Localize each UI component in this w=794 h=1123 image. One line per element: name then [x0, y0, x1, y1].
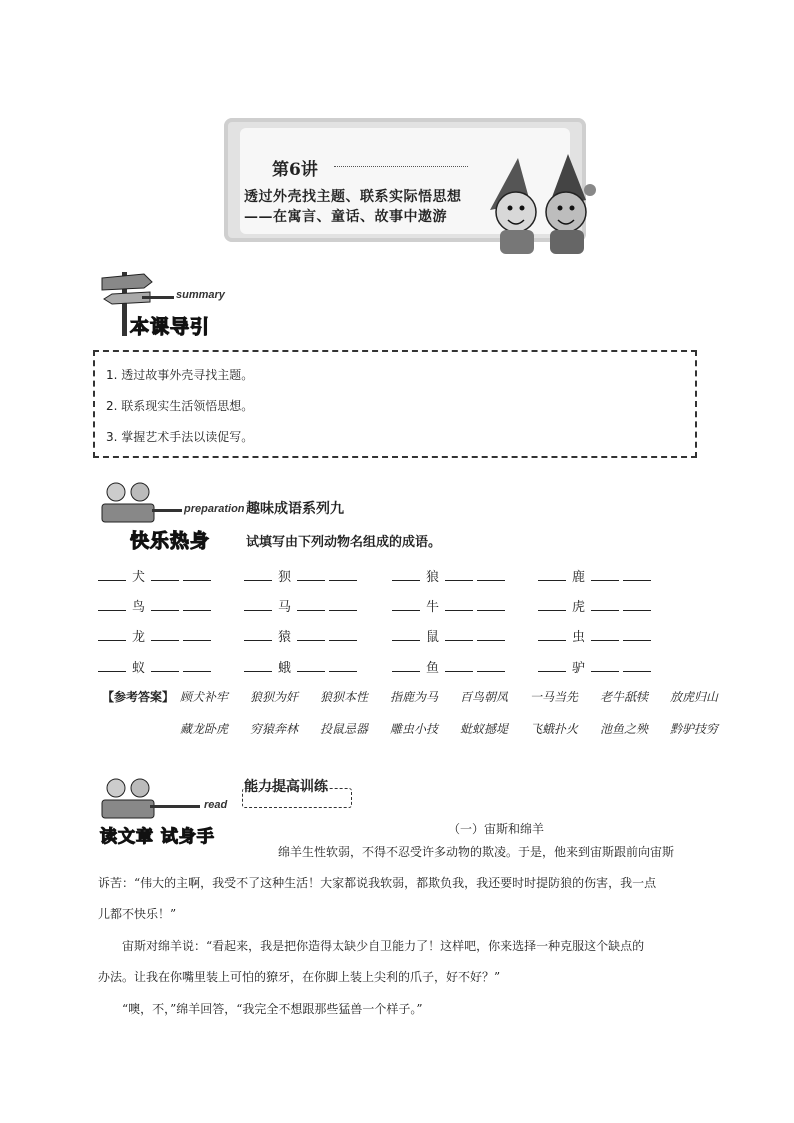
fill-blank	[591, 609, 619, 611]
warmup-tag: preparation	[184, 503, 245, 515]
answer-idiom: 百鸟朝凤	[460, 690, 509, 704]
fill-blank	[477, 639, 505, 641]
fill-blank	[297, 639, 325, 641]
idiom-blank-item	[96, 657, 213, 676]
fill-blank	[151, 609, 179, 611]
fill-blank	[477, 579, 505, 581]
summary-rule	[142, 296, 174, 299]
fill-blank	[98, 670, 126, 672]
fill-blank	[329, 639, 357, 641]
animal-char: 猿	[278, 630, 292, 645]
fill-blank	[297, 579, 325, 581]
animal-char: 鱼	[426, 661, 440, 676]
fill-blank	[591, 579, 619, 581]
warmup-rule	[152, 509, 182, 512]
warmup-section-title: 快乐热身	[130, 530, 211, 552]
fill-blank	[591, 670, 619, 672]
students-icon	[98, 480, 158, 524]
fill-blank	[445, 670, 473, 672]
answer-idiom: 穷猿奔林	[250, 722, 299, 736]
fill-blank	[98, 639, 126, 641]
idiom-blank-item	[242, 657, 359, 676]
reading-tag: read	[204, 799, 228, 811]
fill-blank	[623, 639, 651, 641]
students-icon	[98, 776, 158, 820]
warmup-instruction: 试填写由下列动物名组成的成语。	[246, 535, 442, 550]
warmup-heading: 趣味成语系列九	[246, 501, 344, 517]
answer-idiom: 放虎归山	[670, 690, 719, 704]
lesson-title-line2: ——在寓言、童话、故事中遨游	[244, 209, 447, 225]
fill-blank	[445, 609, 473, 611]
fill-blank	[538, 609, 566, 611]
fill-blank	[329, 609, 357, 611]
answer-idiom: 狼狈本性	[320, 690, 369, 704]
fill-blank	[445, 579, 473, 581]
animal-char: 狈	[278, 570, 292, 585]
idiom-blank-item	[536, 566, 653, 585]
fill-blank	[538, 670, 566, 672]
fill-blank	[445, 639, 473, 641]
fill-blank	[623, 609, 651, 611]
animal-char: 龙	[132, 630, 146, 645]
idiom-blank-item	[242, 566, 359, 585]
fill-blank	[623, 579, 651, 581]
answer-idiom: 雕虫小技	[390, 722, 439, 736]
animal-char: 犬	[132, 570, 146, 585]
animal-char: 鸟	[132, 600, 146, 615]
answer-idiom: 一马当先	[530, 690, 579, 704]
idiom-blank-item	[536, 657, 653, 676]
fill-blank	[538, 579, 566, 581]
answer-idiom: 顾犬补牢	[180, 690, 229, 704]
animal-char: 鼠	[426, 630, 440, 645]
fill-blank	[297, 670, 325, 672]
fill-blank	[98, 609, 126, 611]
fill-blank	[244, 670, 272, 672]
idiom-blank-item	[390, 657, 507, 676]
idiom-blank-item	[96, 566, 213, 585]
fill-blank	[329, 579, 357, 581]
fill-blank	[392, 609, 420, 611]
idiom-blank-item	[536, 626, 653, 645]
story-paragraph-line: 绵羊生性软弱，不得不忍受许多动物的欺凌。于是，他来到宙斯跟前向宙斯	[278, 845, 675, 859]
fill-blank	[98, 579, 126, 581]
idiom-blank-item	[390, 626, 507, 645]
fill-blank	[151, 579, 179, 581]
idiom-blank-item	[242, 626, 359, 645]
fill-blank	[183, 609, 211, 611]
summary-item: 3. 掌握艺术手法以读促写。	[106, 430, 254, 444]
answer-label: 【参考答案】	[102, 690, 175, 704]
cartoon-kids-illustration	[478, 150, 606, 258]
fill-blank	[392, 579, 420, 581]
fill-blank	[183, 579, 211, 581]
lesson-number: 第6讲	[272, 160, 318, 180]
idiom-blank-item	[242, 596, 359, 615]
reading-heading: 能力提高训练	[244, 779, 328, 795]
reading-heading-box	[242, 788, 352, 808]
summary-tag: summary	[176, 289, 225, 301]
fill-blank	[392, 670, 420, 672]
answer-idiom: 投鼠忌器	[320, 722, 369, 736]
reading-rule	[150, 805, 200, 808]
answer-idiom: 黔驴技穷	[670, 722, 719, 736]
idiom-blank-item	[96, 596, 213, 615]
story-paragraph-line: 办法。让我在你嘴里装上可怕的獠牙，在你脚上装上尖利的爪子，好不好？”	[98, 970, 501, 984]
fill-blank	[244, 609, 272, 611]
fill-blank	[183, 639, 211, 641]
animal-char: 牛	[426, 600, 440, 615]
animal-char: 驴	[572, 661, 586, 676]
fill-blank	[297, 609, 325, 611]
answer-idiom: 藏龙卧虎	[180, 722, 229, 736]
answer-idiom: 池鱼之殃	[600, 722, 649, 736]
idiom-blank-item	[390, 596, 507, 615]
answer-idiom: 指鹿为马	[390, 690, 439, 704]
idiom-blank-item	[390, 566, 507, 585]
animal-char: 虎	[572, 600, 586, 615]
fill-blank	[477, 670, 505, 672]
story-paragraph-line: 诉苦：“伟大的主啊，我受不了这种生活！大家都说我软弱，都欺负我，我还要时时提防狼的伤害，我一点	[98, 876, 657, 890]
animal-char: 狼	[426, 570, 440, 585]
answer-idiom: 老牛舐犊	[600, 690, 649, 704]
reading-section-title: 读文章 试身手	[100, 827, 215, 847]
fill-blank	[477, 609, 505, 611]
fill-blank	[183, 670, 211, 672]
story-paragraph-line: “噢，不，”绵羊回答，“我完全不想跟那些猛兽一个样子。”	[122, 1002, 423, 1016]
idiom-blank-item	[536, 596, 653, 615]
fill-blank	[329, 670, 357, 672]
fill-blank	[538, 639, 566, 641]
fill-blank	[591, 639, 619, 641]
fill-blank	[392, 639, 420, 641]
fill-blank	[244, 579, 272, 581]
fill-blank	[244, 639, 272, 641]
idiom-blank-item	[96, 626, 213, 645]
animal-char: 蛾	[278, 661, 292, 676]
summary-item: 2. 联系现实生活领悟思想。	[106, 399, 254, 413]
animal-char: 鹿	[572, 570, 586, 585]
story-paragraph-line: 宙斯对绵羊说：“看起来，我是把你造得太缺少自卫能力了！这样吧，你来选择一种克服这个缺点的	[122, 939, 645, 953]
summary-item: 1. 透过故事外壳寻找主题。	[106, 368, 254, 382]
story-title: （一）宙斯和绵羊	[448, 822, 545, 836]
lesson-title-line1: 透过外壳找主题、联系实际悟思想	[244, 189, 462, 205]
title-divider	[334, 166, 468, 167]
story-paragraph-line: 儿都不快乐！”	[98, 907, 177, 921]
answer-idiom: 飞蛾扑火	[530, 722, 579, 736]
answer-idiom: 狼狈为奸	[250, 690, 299, 704]
summary-section-title: 本课导引	[130, 316, 211, 338]
fill-blank	[623, 670, 651, 672]
fill-blank	[151, 639, 179, 641]
fill-blank	[151, 670, 179, 672]
answer-idiom: 蚍蚁撼堤	[460, 722, 509, 736]
animal-char: 虫	[572, 630, 586, 645]
animal-char: 马	[278, 600, 292, 615]
animal-char: 蚁	[132, 661, 146, 676]
